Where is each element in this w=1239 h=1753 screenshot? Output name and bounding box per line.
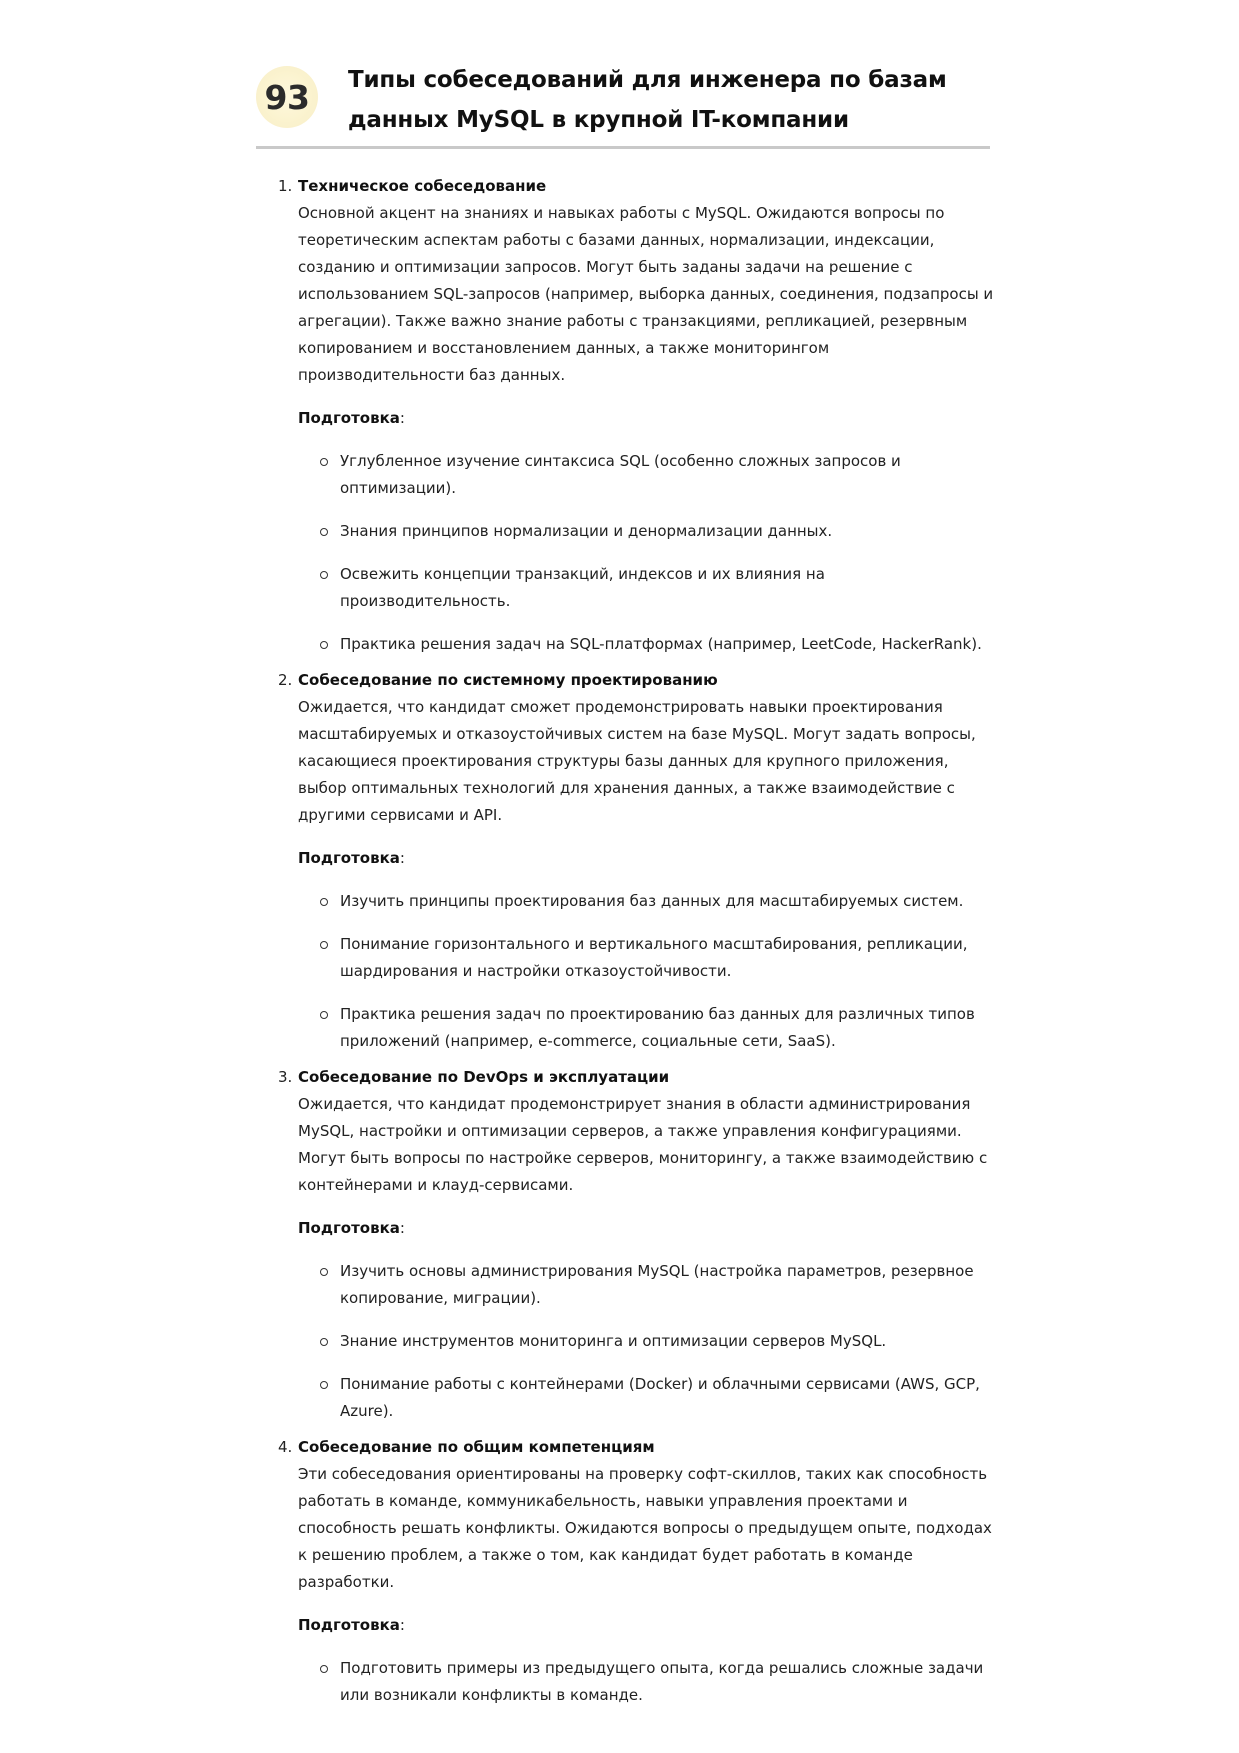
section-number: 1. [278, 177, 293, 195]
preparation-item [298, 1371, 994, 1425]
preparation-list [298, 448, 994, 658]
preparation-item-text: Подготовить примеры из предыдущего опыта, когда решались сложные задачи или возникали конфликты в команде. [340, 1659, 984, 1704]
preparation-label: Подготовка: [298, 409, 405, 427]
preparation-item [298, 1328, 994, 1355]
section-number: 4. [278, 1438, 293, 1456]
preparation-item [298, 931, 994, 985]
preparation-item-text: Практика решения задач на SQL-платформах (например, LeetCode, HackerRank). [340, 635, 982, 653]
preparation-label-text: Подготовка [298, 409, 400, 427]
circle-bullet-icon [320, 571, 328, 579]
interview-section [278, 1434, 994, 1709]
section-number: 2. [278, 671, 293, 689]
preparation-list [298, 1258, 994, 1425]
preparation-label: Подготовка: [298, 1219, 405, 1237]
preparation-item [298, 1655, 994, 1709]
content [278, 173, 994, 1718]
preparation-label-text: Подготовка [298, 849, 400, 867]
preparation-item-text: Освежить концепции транзакций, индексов и их влияния на производительность. [340, 565, 825, 610]
preparation-item-text: Знания принципов нормализации и денормализации данных. [340, 522, 833, 540]
chapter-title: Типы собеседований для инженера по базам данных MySQL в крупной IT-компании [348, 67, 947, 133]
circle-bullet-icon [320, 1665, 328, 1673]
section-description: Основной акцент на знаниях и навыках работы с MySQL. Ожидаются вопросы по теоретическим аспектам работы с базами данных, нормализации, индексации, созданию и оптимизации запросов. Могут быть заданы задачи на решение с использованием SQL-запросов (например, выборка данных, соединения, подзапросы и агрегации). Также важно знание работы с транзакциями, репликацией, резервным копированием и восстановлением данных, а также мониторингом производительности баз данных. [298, 204, 994, 384]
section-title: Собеседование по системному проектированию [298, 671, 718, 689]
preparation-item-text: Углубленное изучение синтаксиса SQL (особенно сложных запросов и оптимизации). [340, 452, 901, 497]
preparation-label-text: Подготовка [298, 1219, 400, 1237]
circle-bullet-icon [320, 1011, 328, 1019]
preparation-item-text: Изучить принципы проектирования баз данных для масштабируемых систем. [340, 892, 964, 910]
preparation-item-text: Знание инструментов мониторинга и оптимизации серверов MySQL. [340, 1332, 887, 1350]
circle-bullet-icon [320, 528, 328, 536]
preparation-item [298, 561, 994, 615]
preparation-label-text: Подготовка [298, 1616, 400, 1634]
circle-bullet-icon [320, 1268, 328, 1276]
circle-bullet-icon [320, 898, 328, 906]
preparation-item [298, 1258, 994, 1312]
section-title: Собеседование по общим компетенциям [298, 1438, 655, 1456]
section-number: 3. [278, 1068, 293, 1086]
preparation-item-text: Изучить основы администрирования MySQL (настройка параметров, резервное копирование, миграции). [340, 1262, 974, 1307]
section-description: Эти собеседования ориентированы на проверку софт-скиллов, таких как способность работать в команде, коммуникабельность, навыки управления проектами и способность решать конфликты. Ожидаются вопросы о предыдущем опыте, подходах к решению проблем, а также о том, как кандидат будет работать в команде разработки. [298, 1465, 992, 1591]
interview-section [278, 667, 994, 1055]
preparation-list [298, 888, 994, 1055]
circle-bullet-icon [320, 458, 328, 466]
preparation-item [298, 888, 994, 915]
circle-bullet-icon [320, 1381, 328, 1389]
section-title: Техническое собеседование [298, 177, 547, 195]
interview-section [278, 1064, 994, 1425]
preparation-item [298, 448, 994, 502]
preparation-label: Подготовка: [298, 849, 405, 867]
circle-bullet-icon [320, 1338, 328, 1346]
preparation-item [298, 518, 994, 545]
preparation-item [298, 631, 994, 658]
preparation-list [298, 1655, 994, 1709]
preparation-item [298, 1001, 994, 1055]
page-number-badge: 93 [256, 66, 318, 128]
interview-types-list [278, 173, 994, 1709]
circle-bullet-icon [320, 941, 328, 949]
section-title: Собеседование по DevOps и эксплуатации [298, 1068, 670, 1086]
chapter-header [256, 56, 990, 149]
section-description: Ожидается, что кандидат продемонстрирует знания в области администрирования MySQL, настройки и оптимизации серверов, а также управления конфигурациями. Могут быть вопросы по настройке серверов, мониторингу, а также взаимодействию с контейнерами и клауд-сервисами. [298, 1095, 988, 1194]
section-description: Ожидается, что кандидат сможет продемонстрировать навыки проектирования масштабируемых и отказоустойчивых систем на базе MySQL. Могут задать вопросы, касающиеся проектирования структуры базы данных для крупного приложения, выбор оптимальных технологий для хранения данных, а также взаимодействие с другими сервисами и API. [298, 698, 976, 824]
preparation-label: Подготовка: [298, 1616, 405, 1634]
interview-section [278, 173, 994, 658]
preparation-item-text: Понимание горизонтального и вертикального масштабирования, репликации, шардирования и настройки отказоустойчивости. [340, 935, 968, 980]
preparation-item-text: Понимание работы с контейнерами (Docker) и облачными сервисами (AWS, GCP, Azure). [340, 1375, 980, 1420]
preparation-item-text: Практика решения задач по проектированию баз данных для различных типов приложений (например, e-commerce, социальные сети, SaaS). [340, 1005, 975, 1050]
circle-bullet-icon [320, 641, 328, 649]
